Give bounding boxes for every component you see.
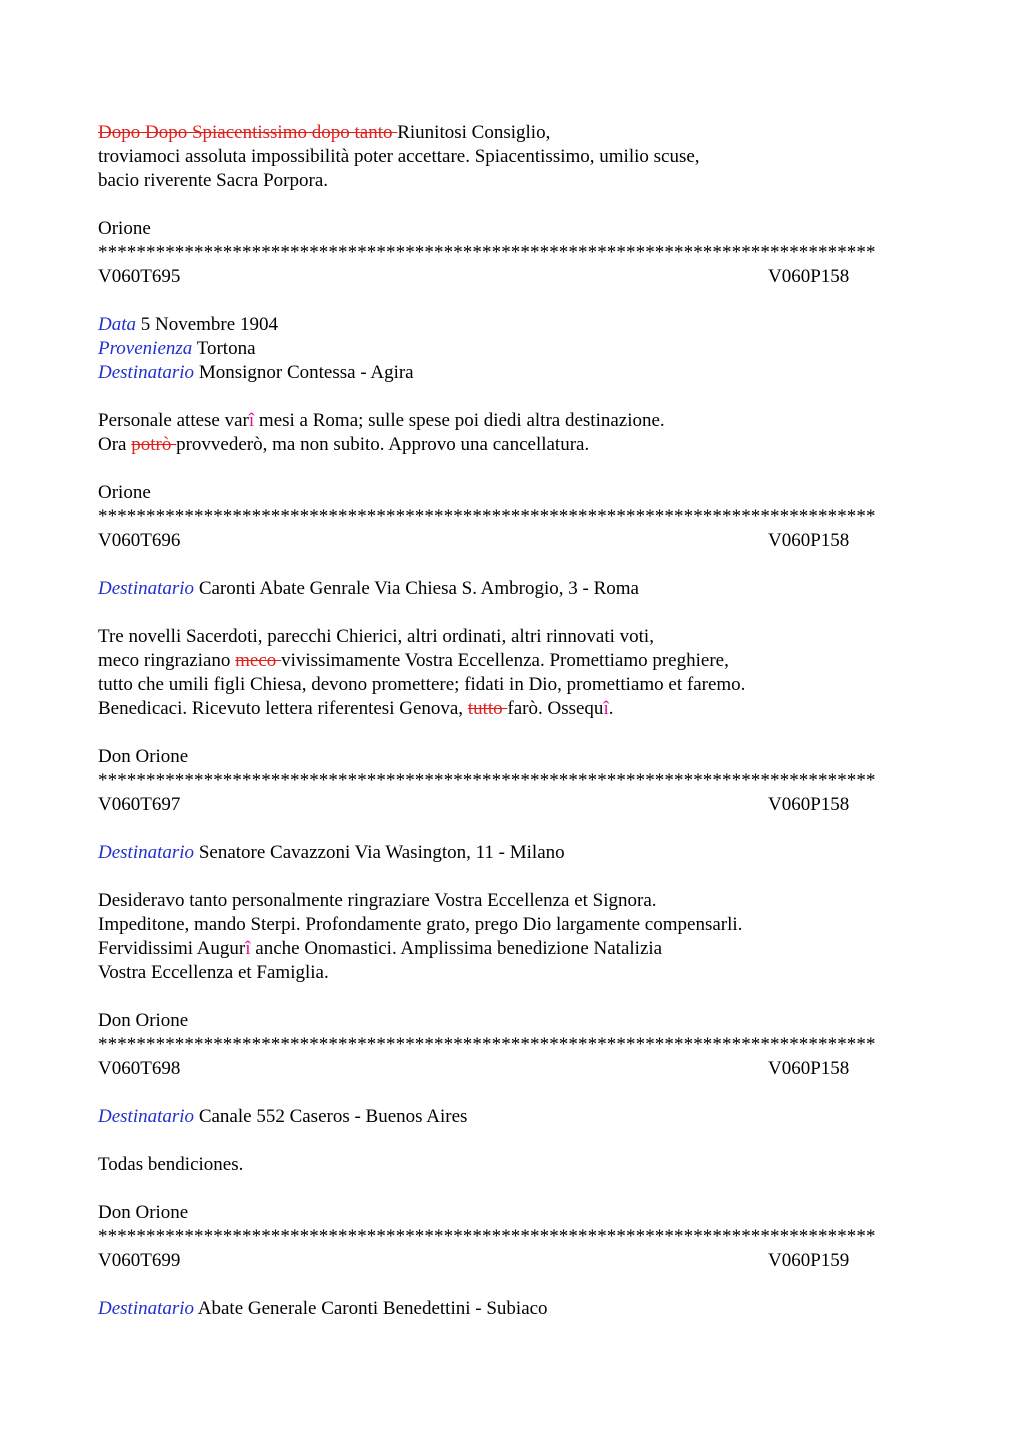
text-span: Benedicaci. Ricevuto lettera riferentesi Genova,: [98, 698, 468, 719]
text-span: Riunitosi Consiglio,: [397, 122, 551, 143]
spacer: [98, 385, 928, 409]
field-label: Provenienza: [98, 338, 193, 359]
field-label: Destinatario: [98, 362, 195, 383]
spacer: [98, 985, 928, 1009]
field-label: Data: [98, 314, 136, 335]
separator: *********************************************************************************: [98, 242, 876, 263]
destinatario-field: [98, 1105, 928, 1129]
spacer: [98, 553, 928, 577]
body-line: [98, 409, 928, 433]
deleted-text: Dopo Dopo Spiacentissimo dopo tanto: [98, 122, 398, 143]
destinatario-field: [98, 361, 928, 385]
spacer: [98, 601, 928, 625]
signature: Orione: [98, 218, 151, 239]
page-ref: V060P158: [768, 530, 850, 551]
accent-mark: î: [245, 938, 251, 959]
letter-id: V060T699: [98, 1250, 181, 1271]
letter-id: V060T697: [98, 794, 181, 815]
field-value: Abate Generale Caronti Benedettini - Subiaco: [197, 1298, 548, 1319]
spacer: [98, 1177, 928, 1201]
separator: *********************************************************************************: [98, 1226, 876, 1247]
separator: *********************************************************************************: [98, 770, 876, 791]
deleted-text: tutto: [467, 698, 508, 719]
body-line: tutto che umili figli Chiesa, devono promettere; fidati in Dio, promettiamo et faremo.: [98, 674, 746, 695]
letter-id-row: [98, 793, 928, 817]
signature: Don Orione: [98, 1202, 189, 1223]
page-ref: V060P158: [768, 1058, 850, 1079]
text-span: Ora: [98, 434, 132, 455]
destinatario-field: [98, 841, 928, 865]
letter-id-row: [98, 265, 928, 289]
body-line: Tre novelli Sacerdoti, parecchi Chierici, altri ordinati, altri rinnovati voti,: [98, 626, 654, 647]
intro-line-3: bacio riverente Sacra Porpora.: [98, 170, 329, 191]
spacer: [98, 1081, 928, 1105]
field-label: Destinatario: [98, 1298, 195, 1319]
text-span: meco ringraziano: [98, 650, 236, 671]
page-ref: V060P158: [768, 794, 850, 815]
page-ref: V060P159: [768, 1250, 850, 1271]
spacer: [98, 721, 928, 745]
body-line: Vostra Eccellenza et Famiglia.: [98, 962, 329, 983]
spacer: [98, 193, 928, 217]
deleted-text: potrò: [131, 434, 177, 455]
intro-line-2: troviamoci assoluta impossibilità poter accettare. Spiacentissimo, umilio scuse,: [98, 146, 700, 167]
body-line: Todas bendiciones.: [98, 1154, 244, 1175]
page-ref: V060P158: [768, 266, 850, 287]
field-value: 5 Novembre 1904: [140, 314, 278, 335]
field-value: Monsignor Contessa - Agira: [198, 362, 414, 383]
destinatario-field: [98, 1297, 928, 1321]
letter-id-row: [98, 1249, 928, 1273]
body-line: [98, 649, 928, 673]
field-value: Canale 552 Caseros - Buenos Aires: [198, 1106, 468, 1127]
spacer: [98, 1129, 928, 1153]
text-span: mesi a Roma; sulle spese poi diedi altra destinazione.: [254, 410, 665, 431]
spacer: [98, 817, 928, 841]
intro-line-1: [98, 121, 928, 145]
document-page: [98, 121, 928, 1321]
letter-id: V060T698: [98, 1058, 181, 1079]
field-label: Destinatario: [98, 578, 195, 599]
destinatario-field: [98, 577, 928, 601]
signature: Don Orione: [98, 1010, 189, 1031]
text-span: .: [608, 698, 614, 719]
spacer: [98, 1273, 928, 1297]
body-line: [98, 697, 928, 721]
text-span: Personale attese var: [98, 410, 249, 431]
body-line: Desideravo tanto personalmente ringraziare Vostra Eccellenza et Signora.: [98, 890, 657, 911]
field-value: Tortona: [196, 338, 256, 359]
signature: Orione: [98, 482, 151, 503]
letter-id-row: [98, 1057, 928, 1081]
field-value: Senatore Cavazzoni Via Wasington, 11 - Milano: [198, 842, 565, 863]
spacer: [98, 289, 928, 313]
body-line: [98, 937, 928, 961]
accent-mark: î: [603, 698, 609, 719]
accent-mark: î: [248, 410, 255, 431]
data-field: [98, 313, 928, 337]
deleted-text: meco: [235, 650, 282, 671]
text-span: Fervidissimi Augur: [98, 938, 246, 959]
text-span: vivissimamente Vostra Eccellenza. Promettiamo preghiere,: [281, 650, 729, 671]
field-label: Destinatario: [98, 1106, 195, 1127]
spacer: [98, 865, 928, 889]
provenienza-field: [98, 337, 928, 361]
text-span: anche Onomastici. Amplissima benedizione Natalizia: [250, 938, 663, 959]
field-label: Destinatario: [98, 842, 195, 863]
spacer: [98, 457, 928, 481]
signature: Don Orione: [98, 746, 189, 767]
field-value: Caronti Abate Genrale Via Chiesa S. Ambrogio, 3 - Roma: [198, 578, 639, 599]
text-span: farò. Ossequ: [507, 698, 604, 719]
separator: *********************************************************************************: [98, 506, 876, 527]
letter-id: V060T695: [98, 266, 181, 287]
body-line: [98, 433, 928, 457]
separator: *********************************************************************************: [98, 1034, 876, 1055]
letter-id: V060T696: [98, 530, 181, 551]
letter-id-row: [98, 529, 928, 553]
text-span: provvederò, ma non subito. Approvo una cancellatura.: [176, 434, 590, 455]
body-line: Impeditone, mando Sterpi. Profondamente grato, prego Dio largamente compensarli.: [98, 914, 743, 935]
